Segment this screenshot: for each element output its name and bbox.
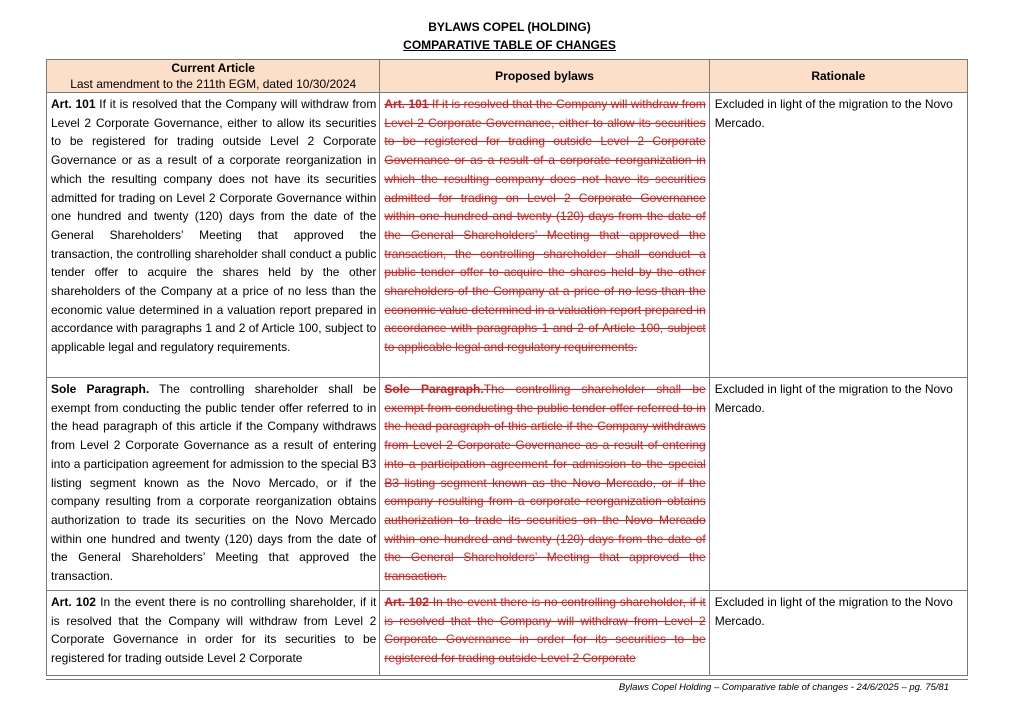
article-text: If it is resolved that the Company will withdraw from Level 2 Corporate Governance, either to allow its securities to be registered for trading outside Level 2 Corporate Governance or as a result of a corporate reorganization in which the resulting company does not have its securities admitted for trading on Level 2 Corporate Governance within one hundred and twenty (120) days from the date of the General Shareholders’ Meeting that approved the transaction, the controlling shareholder shall conduct a public tender offer to acquire the shares held by the other shareholders of the Company at a price of no less than the economic value determined in a valuation report prepared in accordance with paragraphs 1 and 2 of Article 100, subject to applicable legal and regulatory requirements. (51, 97, 377, 355)
deleted-article-lead: Art. 101 (384, 97, 429, 111)
rationale-cell (709, 591, 967, 676)
column-header-proposed (380, 60, 709, 93)
deleted-article-lead: Sole Paragraph. (384, 382, 484, 396)
document-title: BYLAWS COPEL (HOLDING) (428, 20, 591, 34)
current-article-cell (47, 93, 380, 378)
document-subtitle: COMPARATIVE TABLE OF CHANGES (403, 38, 616, 52)
page-footer: Bylaws Copel Holding – Comparative table of changes - 24/6/2025 – pg. 75/81 (618, 682, 949, 693)
table-row (47, 591, 968, 676)
proposed-article-cell (380, 591, 709, 676)
table-header-row (47, 60, 968, 93)
current-article-heading: Current Article (171, 61, 255, 75)
deleted-article-text: If it is resolved that the Company will withdraw from Level 2 Corporate Governance, either to allow its securities to be registered for trading outside Level 2 Corporate Governance or as a result of a corporate reorganization in which the resulting company does not have its securities admitted for trading on Level 2 Corporate Governance within one hundred and twenty (120) days from the date of the General Shareholders’ Meeting that approved the transaction, the controlling shareholder shall conduct a public tender offer to acquire the shares held by the other shareholders of the Company at a price of no less than the economic value determined in a valuation report prepared in accordance with paragraphs 1 and 2 of Article 100, subject to applicable legal and regulatory requirements. (384, 97, 706, 355)
rationale-cell (709, 378, 967, 591)
current-article-cell (47, 378, 380, 591)
column-header-current (47, 60, 380, 93)
proposed-bylaws-heading: Proposed bylaws (495, 69, 594, 83)
last-amendment-note: Last amendment to the 211th EGM, dated 10/30/2024 (70, 77, 357, 91)
comparative-table (46, 59, 968, 676)
article-text: In the event there is no controlling shareholder, if it is resolved that the Company will withdraw from Level 2 Corporate Governance in order for its securities to be registered for trading outside Level 2 Corporate (51, 595, 377, 666)
rationale-text: Excluded in light of the migration to the Novo Mercado. (714, 97, 953, 130)
article-text: The controlling shareholder shall be exempt from conducting the public tender offer referred to in the head paragraph of this article if the Company withdraws from Level 2 Corporate Governance as a result of entering into a participation agreement for admission to the special B3 listing segment known as the Novo Mercado, or if the company resulting from a corporate reorganization obtains authorization to trade its securities on the Novo Mercado within one hundred and twenty (120) days from the date of the General Shareholders’ Meeting that approved the transaction. (51, 382, 377, 584)
document-header (0, 18, 1019, 54)
column-header-rationale (709, 60, 967, 93)
rationale-heading: Rationale (811, 69, 866, 83)
article-lead: Sole Paragraph. (51, 382, 150, 396)
table-row (47, 93, 968, 378)
table-row (47, 378, 968, 591)
proposed-article-cell (380, 378, 709, 591)
current-article-cell (47, 591, 380, 676)
deleted-article-lead: Art. 102 (384, 595, 429, 609)
article-lead: Art. 102 (51, 595, 96, 609)
rationale-text: Excluded in light of the migration to the Novo Mercado. (714, 595, 953, 628)
page-bottom-rule (46, 679, 968, 680)
rationale-cell (709, 93, 967, 378)
proposed-article-cell (380, 93, 709, 378)
article-lead: Art. 101 (51, 97, 96, 111)
rationale-text: Excluded in light of the migration to the Novo Mercado. (714, 382, 953, 415)
deleted-article-text: In the event there is no controlling shareholder, if it is resolved that the Company will withdraw from Level 2 Corporate Governance in order for its securities to be registered for trading outside Level 2 Corporate (384, 595, 706, 666)
deleted-article-text: The controlling shareholder shall be exempt from conducting the public tender offer referred to in the head paragraph of this article if the Company withdraws from Level 2 Corporate Governance as a result of entering into a participation agreement for admission to the special B3 listing segment known as the Novo Mercado, or if the company resulting from a corporate reorganization obtains authorization to trade its securities on the Novo Mercado within one hundred and twenty (120) days from the date of the General Shareholders’ Meeting that approved the transaction. (384, 382, 706, 584)
